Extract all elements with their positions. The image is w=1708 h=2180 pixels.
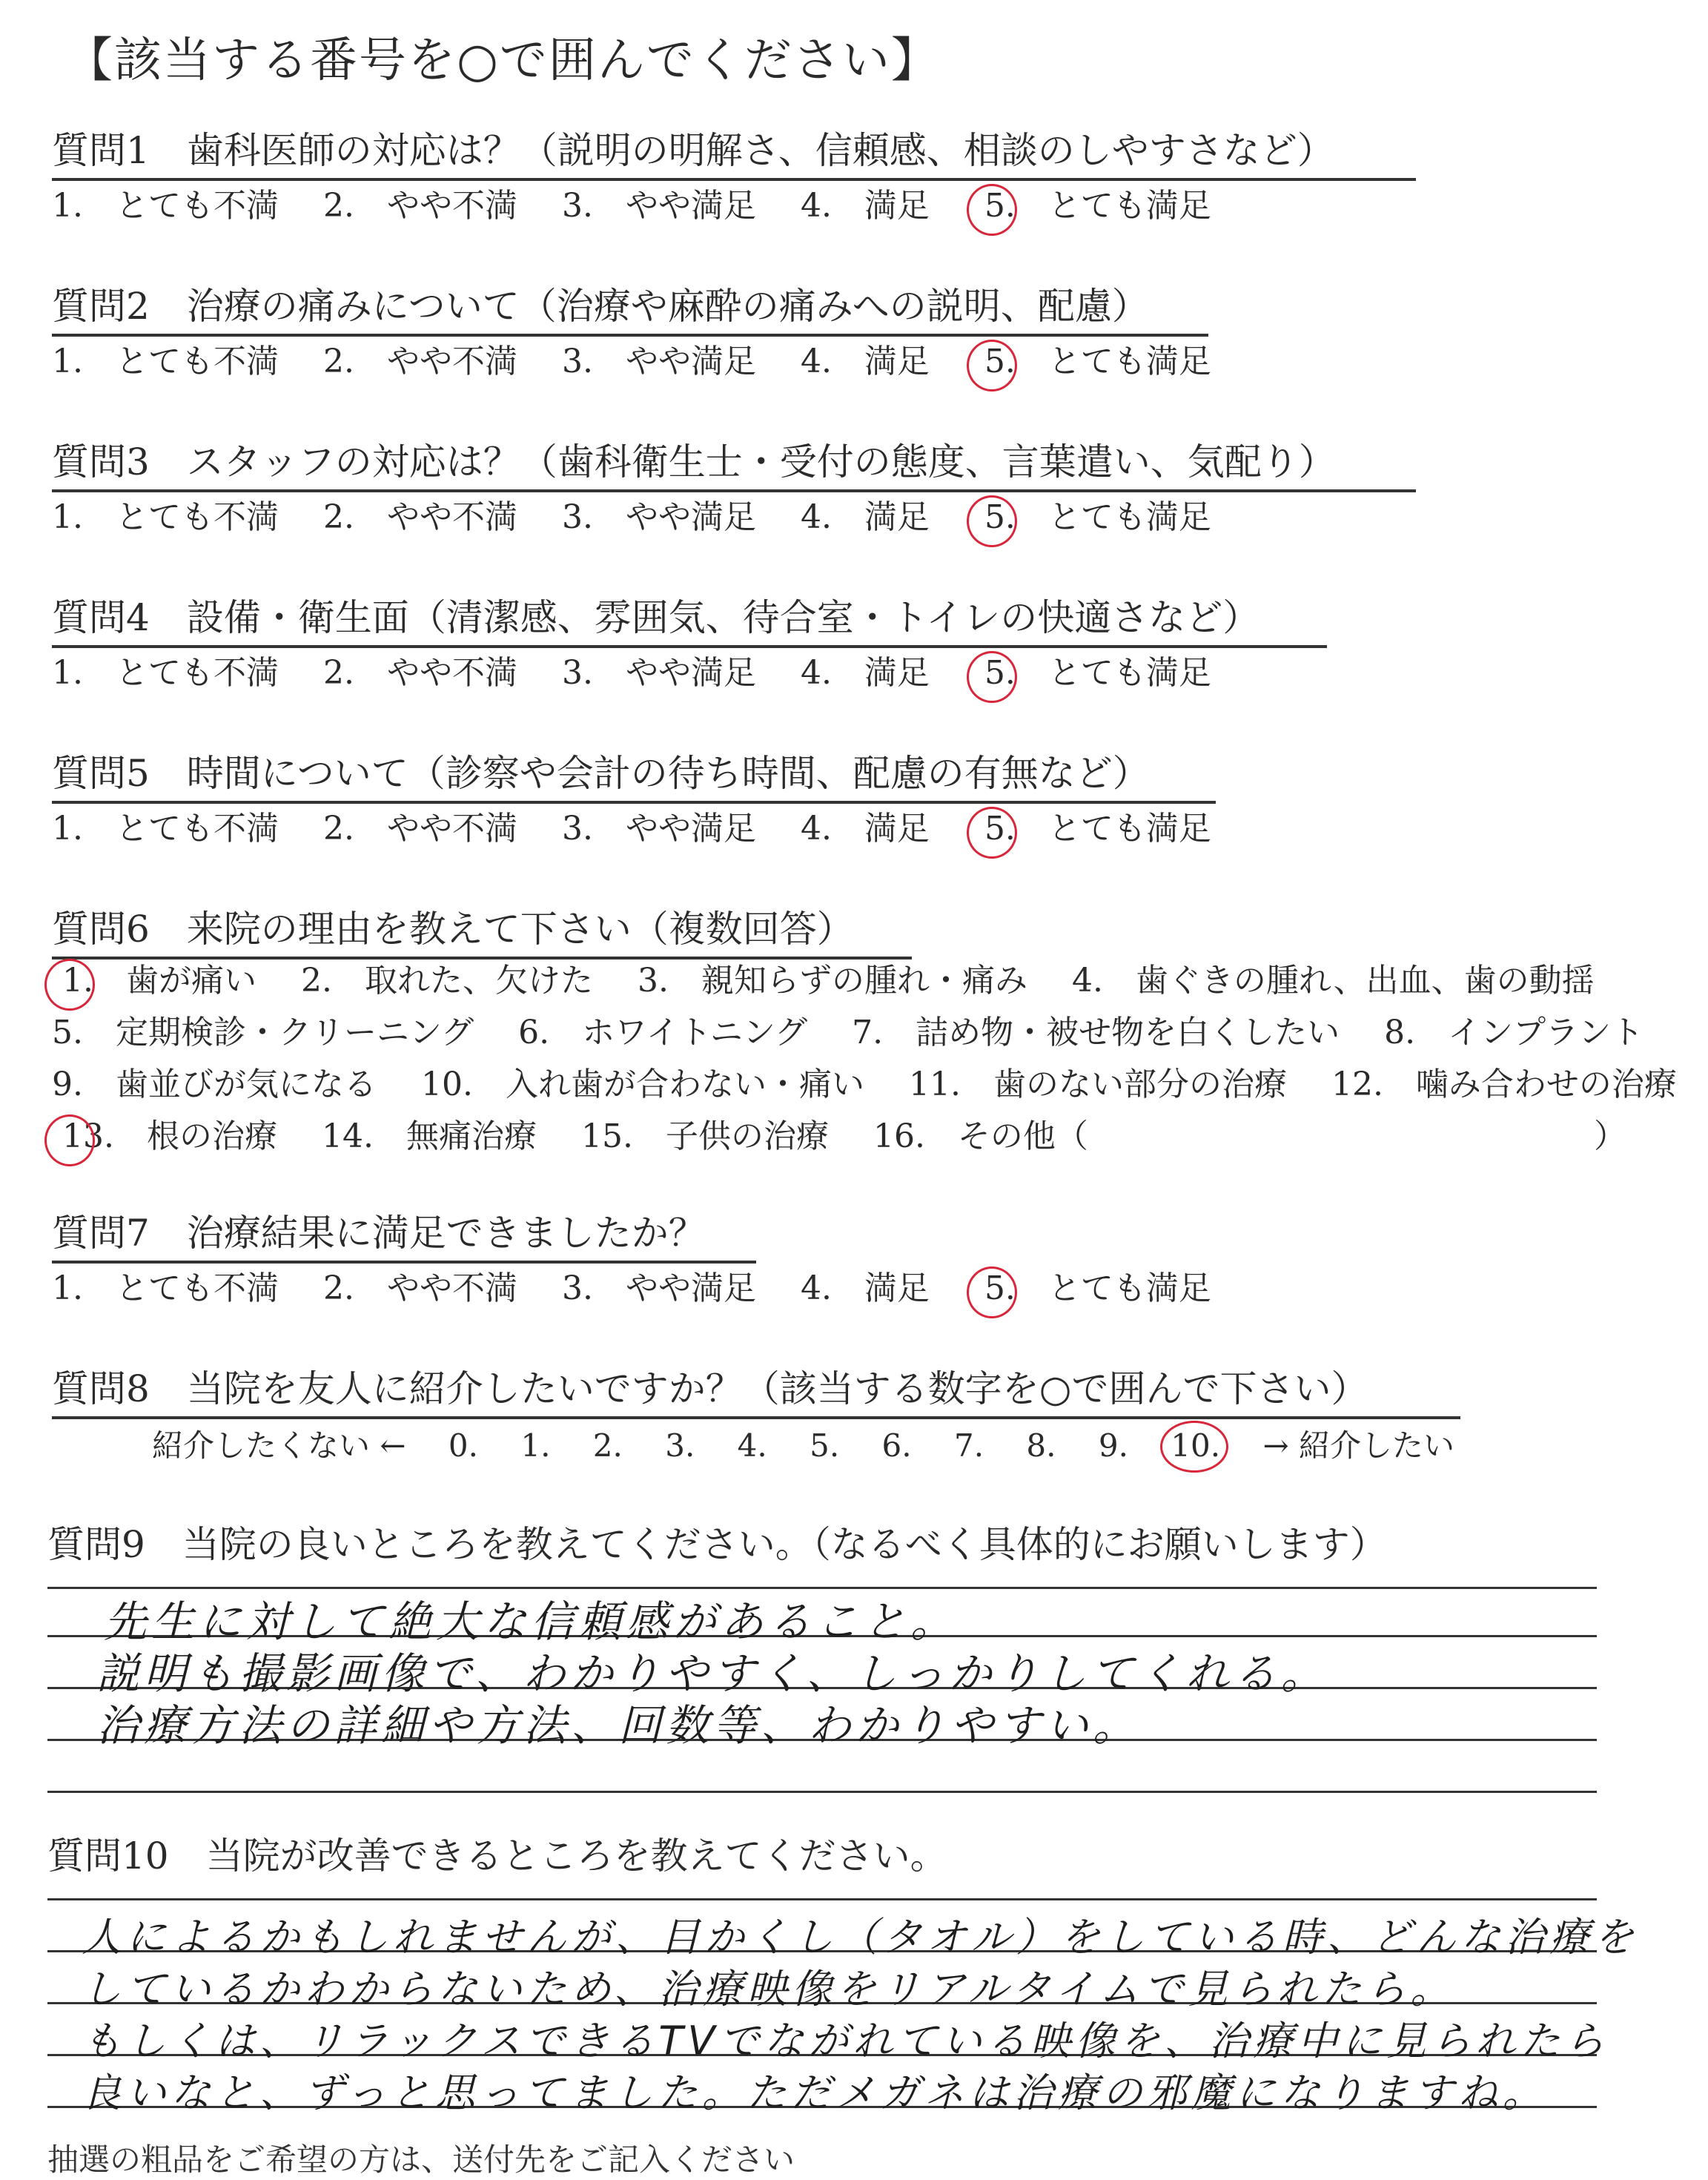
- q1-option-3[interactable]: 3. やや満足: [561, 187, 756, 225]
- q6-row-1: [52, 960, 1629, 1002]
- q4-option-5-selected[interactable]: [974, 653, 1211, 694]
- q3-option-5-label: 5. とても満足: [984, 498, 1211, 536]
- q2-option-4[interactable]: 4. 満足: [800, 343, 930, 380]
- q6-option-4[interactable]: 4. 歯ぐきの腫れ、出血、歯の動揺: [1071, 962, 1595, 1000]
- q8-option-4[interactable]: 4.: [737, 1427, 767, 1464]
- q9-answer-line-3[interactable]: 治療方法の詳細や方法、回数等、わかりやすい。: [96, 1700, 1141, 1751]
- q9-heading: 質問9 当院の良いところを教えてください。（なるべく具体的にお願いします）: [47, 1523, 1387, 1566]
- q3-option-5-selected[interactable]: [974, 497, 1211, 538]
- q4-heading: 質問4 設備・衛生面（清潔感、雰囲気、待合室・トイレの快適さなど）: [52, 593, 1327, 648]
- q5-heading: 質問5 時間について（診察や会計の待ち時間、配慮の有無など）: [52, 749, 1216, 804]
- q5-option-3[interactable]: 3. やや満足: [561, 810, 756, 848]
- q10-answer-line-1[interactable]: 人によるかもしれませんが、目かくし（タオル）をしている時、どんな治療を: [82, 1914, 1638, 1961]
- q2-option-3[interactable]: 3. やや満足: [561, 343, 756, 380]
- q8-option-7[interactable]: 7.: [953, 1427, 984, 1464]
- q6-option-1-selected[interactable]: [52, 960, 256, 1002]
- footer-note: 抽選の粗品をご希望の方は、送付先をご記入ください: [47, 2141, 795, 2178]
- q8-option-0[interactable]: 0.: [448, 1427, 478, 1464]
- q2-options: [52, 341, 1245, 383]
- q3-options: [52, 497, 1245, 538]
- q6-option-13-label: 13. 根の治療: [62, 1117, 277, 1155]
- q3-heading: 質問3 スタッフの対応は？（歯科衛生士・受付の態度、言葉遣い、気配り）: [52, 437, 1416, 492]
- q5-option-1[interactable]: 1. とても不満: [52, 810, 279, 848]
- q5-option-4[interactable]: 4. 満足: [800, 810, 930, 848]
- q7-option-1[interactable]: 1. とても不満: [52, 1269, 279, 1307]
- q5-option-5-label: 5. とても満足: [984, 810, 1211, 848]
- q2-option-1[interactable]: 1. とても不満: [52, 343, 279, 380]
- q1-heading: 質問1 歯科医師の対応は？（説明の明解さ、信頼感、相談のしやすさなど）: [52, 126, 1416, 181]
- q8-option-9[interactable]: 9.: [1098, 1427, 1128, 1464]
- q5-option-2[interactable]: 2. やや不満: [322, 810, 517, 848]
- q10-answer-line-2[interactable]: しているかわからないため、治療映像をリアルタイムで見られたら。: [82, 1966, 1455, 2012]
- q6-option-16[interactable]: 16. その他（: [873, 1117, 1088, 1155]
- q3-option-2[interactable]: 2. やや不満: [322, 498, 517, 536]
- q2-option-5-label: 5. とても満足: [984, 343, 1211, 380]
- q5-option-5-selected[interactable]: [974, 808, 1211, 850]
- q6-option-7[interactable]: 7. 詰め物・被せ物を白くしたい: [852, 1014, 1340, 1051]
- q7-option-5-label: 5. とても満足: [984, 1269, 1211, 1307]
- q4-option-4[interactable]: 4. 満足: [800, 654, 930, 692]
- q4-options: [52, 653, 1245, 694]
- q4-option-1[interactable]: 1. とても不満: [52, 654, 279, 692]
- q7-option-5-selected[interactable]: [974, 1268, 1211, 1309]
- q6-option-15[interactable]: 15. 子供の治療: [580, 1117, 829, 1155]
- q3-option-3[interactable]: 3. やや満足: [561, 498, 756, 536]
- q8-scale: [152, 1425, 1454, 1467]
- q8-scale-left-label: 紹介したくない ←: [152, 1427, 406, 1464]
- q1-option-1[interactable]: 1. とても不満: [52, 187, 279, 225]
- q2-option-5-selected[interactable]: [974, 341, 1211, 383]
- q9-answer-line-2[interactable]: 説明も撮影画像で、わかりやすく、しっかりしてくれる。: [96, 1648, 1328, 1699]
- q7-option-4[interactable]: 4. 満足: [800, 1269, 930, 1307]
- q7-option-3[interactable]: 3. やや満足: [561, 1269, 756, 1307]
- q6-option-2[interactable]: 2. 取れた、欠けた: [300, 962, 593, 1000]
- q6-option-10[interactable]: 10. 入れ歯が合わない・痛い: [420, 1066, 864, 1103]
- page-title: 【該当する番号を○で囲んでください】: [65, 33, 940, 88]
- q8-option-1[interactable]: 1.: [520, 1427, 551, 1464]
- q8-option-10-selected[interactable]: 10.: [1171, 1425, 1220, 1467]
- q2-heading: 質問2 治療の痛みについて（治療や麻酔の痛みへの説明、配慮）: [52, 282, 1208, 337]
- q10-line-1: [47, 1898, 1597, 1900]
- q10-answer-line-3[interactable]: もしくは、リラックスできるTVでながれている映像を、治療中に見られたら: [82, 2018, 1609, 2064]
- q2-option-2[interactable]: 2. やや不満: [322, 343, 517, 380]
- q4-option-5-label: 5. とても満足: [984, 654, 1211, 692]
- q6-option-12[interactable]: 12. 噛み合わせの治療: [1331, 1066, 1677, 1103]
- q1-option-2[interactable]: 2. やや不満: [322, 187, 517, 225]
- q6-option-1-label: 1. 歯が痛い: [62, 962, 256, 1000]
- q6-option-14[interactable]: 14. 無痛治療: [321, 1117, 537, 1155]
- q8-option-6[interactable]: 6.: [881, 1427, 912, 1464]
- q7-option-2[interactable]: 2. やや不満: [322, 1269, 517, 1307]
- q8-heading: 質問8 当院を友人に紹介したいですか？（該当する数字を○で囲んで下さい）: [52, 1364, 1460, 1419]
- q1-option-5-label: 5. とても満足: [984, 187, 1211, 225]
- q6-row-3: [52, 1064, 1708, 1106]
- q4-option-3[interactable]: 3. やや満足: [561, 654, 756, 692]
- q6-row-2: [52, 1012, 1678, 1054]
- q7-options: [52, 1268, 1245, 1309]
- q8-scale-right-label: → 紹介したい: [1262, 1427, 1454, 1464]
- q6-row-4: [52, 1116, 1122, 1157]
- q9-line-5: [47, 1791, 1597, 1793]
- q3-option-1[interactable]: 1. とても不満: [52, 498, 279, 536]
- q8-option-5[interactable]: 5.: [810, 1427, 840, 1464]
- q4-option-2[interactable]: 2. やや不満: [322, 654, 517, 692]
- q1-option-5-selected[interactable]: [974, 185, 1211, 227]
- q1-option-4[interactable]: 4. 満足: [800, 187, 930, 225]
- q10-heading: 質問10 当院が改善できるところを教えてください。: [47, 1834, 947, 1877]
- q8-option-2[interactable]: 2.: [592, 1427, 623, 1464]
- q6-option-3[interactable]: 3. 親知らずの腫れ・痛み: [637, 962, 1027, 1000]
- q8-option-8[interactable]: 8.: [1026, 1427, 1056, 1464]
- q6-heading: 質問6 来院の理由を教えて下さい（複数回答）: [52, 905, 912, 959]
- q6-option-13-selected[interactable]: [52, 1116, 277, 1157]
- q8-option-3[interactable]: 3.: [665, 1427, 695, 1464]
- q6-option-6[interactable]: 6. ホワイトニング: [518, 1014, 808, 1051]
- q6-other-close-paren: ）: [1594, 1117, 1626, 1155]
- q1-options: [52, 185, 1245, 227]
- q3-option-4[interactable]: 4. 満足: [800, 498, 930, 536]
- q7-heading: 質問7 治療結果に満足できましたか？: [52, 1209, 756, 1264]
- q6-option-9[interactable]: 9. 歯並びが気になる: [52, 1066, 377, 1103]
- q5-options: [52, 808, 1245, 850]
- q10-answer-line-4[interactable]: 良いなと、ずっと思ってました。ただメガネは治療の邪魔になりますね。: [82, 2070, 1547, 2116]
- q6-option-11[interactable]: 11. 歯のない部分の治療: [908, 1066, 1287, 1103]
- q9-answer-line-1[interactable]: 先生に対して絶大な信頼感があること。: [104, 1596, 959, 1647]
- q6-option-5[interactable]: 5. 定期検診・クリーニング: [52, 1014, 474, 1051]
- q6-option-8[interactable]: 8. インプラント: [1384, 1014, 1644, 1051]
